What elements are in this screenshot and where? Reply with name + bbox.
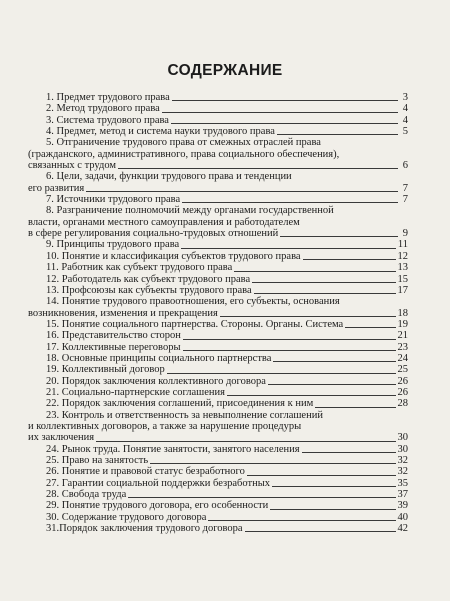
toc-entry xyxy=(28,500,408,511)
toc-page-number: 5 xyxy=(402,126,408,138)
toc-entry-line xyxy=(28,376,408,387)
leader-line xyxy=(303,259,396,260)
toc-entry-text: 1. Предмет трудового права xyxy=(46,92,170,103)
leader-line xyxy=(245,531,396,532)
toc-entry-line xyxy=(28,183,408,194)
leader-line xyxy=(183,339,396,340)
toc-entry-line xyxy=(28,330,408,341)
toc-entry xyxy=(28,444,408,455)
toc-page-number: 7 xyxy=(402,194,408,206)
toc-entry-line xyxy=(28,523,408,534)
toc-page-number: 4 xyxy=(402,103,408,115)
toc-entry-text: 27. Гарантии социальной поддержки безработных xyxy=(46,477,271,489)
leader-line xyxy=(268,384,396,385)
leader-line xyxy=(172,100,398,101)
toc-entry-text: в сфере регулирования социально-трудовых отношений xyxy=(28,228,279,240)
toc-entry-line xyxy=(28,126,408,137)
toc-entry-text: 5. Отграничение трудового права от смежных отраслей права xyxy=(46,137,321,149)
toc-entry xyxy=(28,126,408,137)
toc-entry-text: власти, органами местного самоуправления и работодателем xyxy=(28,216,300,228)
toc-page-number: 30 xyxy=(397,432,408,444)
toc-entry xyxy=(28,137,408,171)
leader-line xyxy=(254,293,396,294)
toc-entry xyxy=(28,353,408,364)
toc-page-number: 23 xyxy=(397,341,408,353)
toc-page-number: 11 xyxy=(397,239,408,251)
toc-entry-text: 6. Цели, задачи, функции трудового права и тенденции xyxy=(46,171,292,183)
leader-line xyxy=(86,191,398,192)
toc-entry xyxy=(28,342,408,353)
toc-page-number: 37 xyxy=(397,489,408,501)
toc-entry xyxy=(28,285,408,296)
toc-page-number: 28 xyxy=(397,398,408,410)
leader-line xyxy=(208,520,395,521)
toc-entry xyxy=(28,330,408,341)
toc-entry-line xyxy=(28,285,408,296)
toc-entry-text: (гражданского, административного, права социального обеспечения), xyxy=(28,148,340,160)
toc-entry-line xyxy=(28,466,408,477)
toc-page-number: 18 xyxy=(397,307,408,319)
toc-entry xyxy=(28,115,408,126)
toc-entry-text: 4. Предмет, метод и система науки трудового права xyxy=(46,126,275,138)
toc-entry xyxy=(28,262,408,273)
toc-page-number: 3 xyxy=(402,92,408,103)
toc-entry-line xyxy=(28,239,408,250)
toc-entry-text: 9. Принципы трудового права xyxy=(46,239,180,251)
leader-line xyxy=(247,475,396,476)
leader-line xyxy=(227,395,396,396)
leader-line xyxy=(167,373,396,374)
toc-page-number: 7 xyxy=(402,182,408,194)
toc-entry xyxy=(28,92,408,103)
toc-entry-line xyxy=(28,296,408,307)
leader-line xyxy=(277,134,398,135)
toc-entry xyxy=(28,466,408,477)
leader-line xyxy=(150,463,395,464)
toc-entry-line xyxy=(28,217,408,228)
toc-page-number: 25 xyxy=(397,364,408,376)
toc-entry xyxy=(28,205,408,239)
toc-page-number: 30 xyxy=(397,443,408,455)
toc-entry-text: 26. Понятие и правовой статус безработного xyxy=(46,466,245,478)
toc-entry xyxy=(28,171,408,194)
toc-entry-text: возникновения, изменения и прекращения xyxy=(28,307,218,319)
toc-page-number: 9 xyxy=(402,228,408,240)
leader-line xyxy=(315,407,395,408)
toc-entry xyxy=(28,410,408,444)
toc-page-number: 15 xyxy=(397,273,408,285)
toc-entry-text: 28. Свобода труда xyxy=(46,489,127,501)
toc-page-number: 32 xyxy=(397,466,408,478)
toc-entry xyxy=(28,296,408,319)
toc-entry-text: 12. Работодатель как субъект трудового права xyxy=(46,273,251,285)
toc-entry xyxy=(28,398,408,409)
leader-line xyxy=(272,486,395,487)
toc-entry-line xyxy=(28,364,408,375)
toc-entry-line xyxy=(28,421,408,432)
toc-entry-line xyxy=(28,432,408,443)
toc-entry xyxy=(28,489,408,500)
leader-line xyxy=(270,509,395,510)
toc-entry xyxy=(28,455,408,466)
toc-page-number: 24 xyxy=(397,352,408,364)
toc-entry-text: 31.Порядок заключения трудового договора xyxy=(46,523,243,535)
toc-page-number: 13 xyxy=(397,262,408,274)
toc-entry-text: и коллективных договоров, а также за нарушение процедуры xyxy=(28,420,302,432)
toc-entry-text: 3. Система трудового права xyxy=(46,114,169,126)
toc-entry-text: 30. Содержание трудового договора xyxy=(46,511,207,523)
toc-entry-line xyxy=(28,228,408,239)
toc-entry xyxy=(28,387,408,398)
toc-entry-text: 24. Рынок труда. Понятие занятости, занятого населения xyxy=(46,443,300,455)
toc-page-number: 6 xyxy=(402,160,408,172)
toc-entry-text: его развития xyxy=(28,182,85,194)
leader-line xyxy=(182,202,398,203)
toc-page-number: 17 xyxy=(397,284,408,296)
toc-entry xyxy=(28,512,408,523)
toc-entry-text: 19. Коллективный договор xyxy=(46,364,165,376)
leader-line xyxy=(345,327,395,328)
toc-entry-text: 16. Представительство сторон xyxy=(46,330,181,342)
toc-entry-line xyxy=(28,319,408,330)
toc-page-number: 12 xyxy=(397,250,408,262)
toc-entry-line xyxy=(28,387,408,398)
toc-page-number: 40 xyxy=(397,511,408,523)
toc-entry xyxy=(28,523,408,534)
leader-line xyxy=(118,168,398,169)
toc-entry-line xyxy=(28,512,408,523)
toc-entry-line xyxy=(28,92,408,103)
toc-entry-line xyxy=(28,149,408,160)
toc-entry-line xyxy=(28,194,408,205)
toc-entry-text: 11. Работник как субъект трудового права xyxy=(46,262,233,274)
toc-entry-line xyxy=(28,478,408,489)
leader-line xyxy=(128,497,395,498)
toc-page-number: 4 xyxy=(402,114,408,126)
toc-entry xyxy=(28,239,408,250)
leader-line xyxy=(183,350,396,351)
toc-entry-text: 15. Понятие социального партнерства. Стороны. Органы. Система xyxy=(46,318,344,330)
toc-entry-line xyxy=(28,137,408,148)
leader-line xyxy=(234,271,395,272)
toc-entry-line xyxy=(28,205,408,216)
toc-entry-text: 25. Право на занятость xyxy=(46,455,149,466)
toc-entry xyxy=(28,364,408,375)
toc-page-number: 42 xyxy=(397,523,408,535)
toc-entry-line xyxy=(28,274,408,285)
toc-entry-line xyxy=(28,115,408,126)
toc-entry-text: 21. Социально-партнерские соглашения xyxy=(46,386,225,398)
toc-entry-text: 13. Профсоюзы как субъекты трудового права xyxy=(46,284,252,296)
toc-page-number: 26 xyxy=(397,386,408,398)
toc-page-number: 26 xyxy=(397,375,408,387)
toc-entry-text: 23. Контроль и ответственность за невыполнение соглашений xyxy=(46,409,323,421)
toc-entry-text: 10. Понятие и классификация субъектов трудового права xyxy=(46,250,301,262)
leader-line xyxy=(181,248,396,249)
toc-entry xyxy=(28,103,408,114)
toc-entry-line xyxy=(28,262,408,273)
toc-entry-line xyxy=(28,171,408,182)
toc-entry xyxy=(28,251,408,262)
page-title: СОДЕРЖАНИЕ xyxy=(167,62,283,79)
toc-entry-line xyxy=(28,398,408,409)
toc-entry xyxy=(28,194,408,205)
toc-entry xyxy=(28,478,408,489)
toc-entry-line xyxy=(28,160,408,171)
leader-line xyxy=(280,236,398,237)
leader-line xyxy=(302,452,396,453)
toc-entry-line xyxy=(28,308,408,319)
table-of-contents xyxy=(28,92,408,534)
toc-page-number: 35 xyxy=(397,477,408,489)
leader-line xyxy=(171,123,398,124)
toc-entry-text: 29. Понятие трудового договора, его особенности xyxy=(46,500,269,512)
leader-line xyxy=(220,316,396,317)
toc-page-number: 39 xyxy=(397,500,408,512)
toc-entry xyxy=(28,319,408,330)
toc-entry-text: 22. Порядок заключения соглашений, присоединения к ним xyxy=(46,398,314,410)
toc-entry-text: 8. Разграничение полномочий между органами государственной xyxy=(46,205,334,217)
leader-line xyxy=(96,441,395,442)
toc-entry-line xyxy=(28,489,408,500)
toc-entry-line xyxy=(28,500,408,511)
leader-line xyxy=(252,282,395,283)
toc-entry-text: 18. Основные принципы социального партнерства xyxy=(46,352,272,364)
toc-entry-text: 17. Коллективные переговоры xyxy=(46,341,181,353)
toc-entry-text: 14. Понятие трудового правоотношения, его субъекты, основания xyxy=(46,296,340,308)
toc-page-number: 32 xyxy=(397,455,408,466)
toc-entry-text: 2. Метод трудового права xyxy=(46,103,160,115)
toc-page-number: 21 xyxy=(397,330,408,342)
leader-line xyxy=(162,112,398,113)
toc-page-number: 19 xyxy=(397,318,408,330)
toc-entry-line xyxy=(28,353,408,364)
toc-entry-text: их заключения xyxy=(28,432,95,444)
toc-entry xyxy=(28,376,408,387)
toc-entry-line xyxy=(28,342,408,353)
leader-line xyxy=(273,361,395,362)
toc-entry-text: 7. Источники трудового права xyxy=(46,194,181,206)
toc-entry-text: 20. Порядок заключения коллективного договора xyxy=(46,375,266,387)
toc-entry-line xyxy=(28,444,408,455)
toc-entry xyxy=(28,274,408,285)
toc-entry-line xyxy=(28,251,408,262)
toc-entry-line xyxy=(28,410,408,421)
toc-entry-line xyxy=(28,455,408,466)
toc-entry-line xyxy=(28,103,408,114)
toc-entry-text: связанных с трудом xyxy=(28,160,117,172)
